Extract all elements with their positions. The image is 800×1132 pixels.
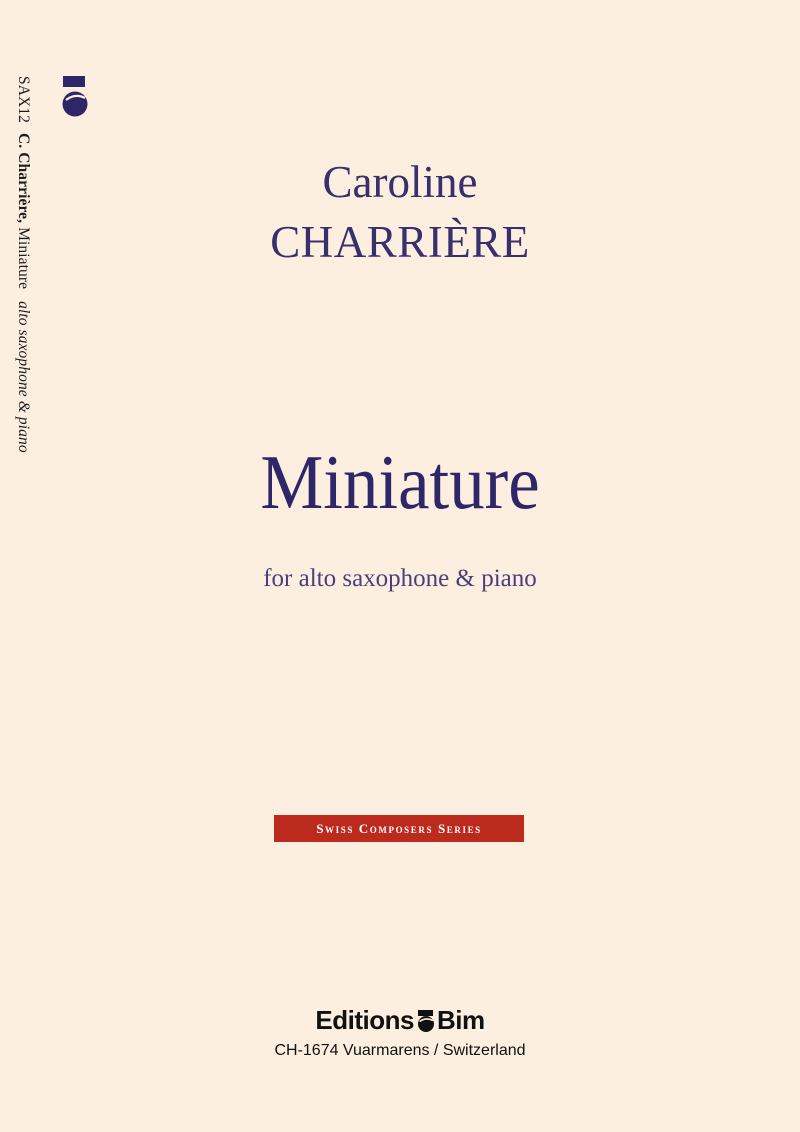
work-title: Miniature [260, 439, 540, 525]
series-banner [274, 815, 524, 842]
spine-composer: C. Charrière, [15, 133, 32, 224]
editions-bim-logo-icon [417, 1007, 435, 1033]
series-label: Swiss Composers Series [316, 821, 482, 836]
editions-bim-logo-icon [62, 76, 88, 118]
publisher-name-part1: Editions [315, 1005, 414, 1035]
composer-last-name: CHARRIÈRE [270, 217, 530, 267]
work-instrumentation: for alto saxophone & piano [263, 565, 537, 592]
spine-title: Miniature [15, 227, 32, 290]
publisher-logo [0, 1004, 800, 1036]
publisher-name-part2: Bim [436, 1005, 485, 1035]
spine-subtitle: alto saxophone & piano [15, 301, 32, 453]
publisher-address: CH-1674 Vuarmarens / Switzerland [274, 1042, 526, 1059]
composer-first-name: Caroline [322, 157, 478, 207]
spine-code: SAX12 [15, 76, 32, 124]
